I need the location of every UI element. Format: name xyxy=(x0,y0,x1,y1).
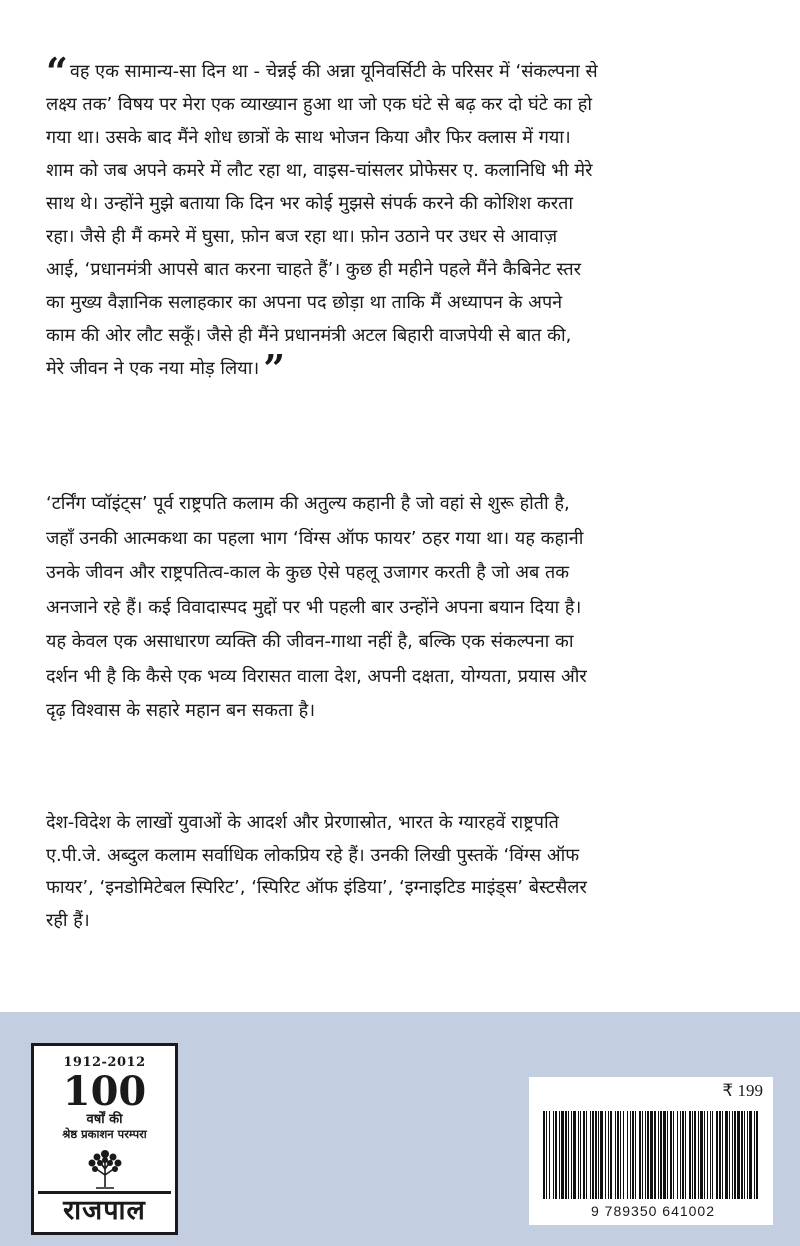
barcode-bar xyxy=(704,1111,705,1199)
barcode-bar xyxy=(722,1111,723,1199)
quote-line: काम की ओर लौट सकूँ। जैसे ही मैंने प्रधानमंत्री अटल बिहारी वाजपेयी से बात की, xyxy=(46,325,572,346)
barcode-bar xyxy=(595,1111,597,1199)
barcode-bar xyxy=(650,1111,653,1199)
barcode-panel xyxy=(529,1077,773,1225)
quote-line: का मुख्य वैज्ञानिक सलाहकार का अपना पद छोड़ा था ताकि मैं अध्यापन के अपने xyxy=(46,292,563,313)
barcode-bar xyxy=(680,1111,681,1199)
book-description xyxy=(46,487,770,729)
barcode-bar xyxy=(685,1111,686,1199)
barcode-bar xyxy=(667,1111,668,1199)
barcode-bar xyxy=(573,1111,576,1199)
description-line: दृढ़ विश्वास के सहारे महान बन सकता है। xyxy=(46,700,316,721)
barcode-bar xyxy=(663,1111,666,1199)
barcode-bar xyxy=(555,1111,557,1199)
barcode-bar xyxy=(660,1111,662,1199)
barcode-bar xyxy=(734,1111,736,1199)
barcode-bar xyxy=(741,1111,743,1199)
quote-line: शाम को जब अपने कमरे में लौट रहा था, वाइस-चांसलर प्रोफेसर ए. कलानिधि भी मेरे xyxy=(46,160,593,181)
barcode-bar xyxy=(647,1111,649,1199)
bio-line: ए.पी.जे. अब्दुल कलाम सर्वाधिक लोकप्रिय रहे हैं। उनकी लिखी पुस्तकें ‘विंग्स ऑफ xyxy=(46,844,580,866)
bio-line: फायर’, ‘इनडोमिटेबल स्पिरिट’, ‘स्पिरिट ऑफ इंडिया’, ‘इग्नाइटिड माइंड्स’ बेस्टसैलर xyxy=(46,877,587,898)
quote-line: मेरे जीवन ने एक नया मोड़ लिया। ” xyxy=(46,346,286,391)
close-quote-mark: ” xyxy=(263,346,286,391)
barcode-bar xyxy=(580,1111,581,1199)
author-bio xyxy=(46,807,766,937)
description-line: अनजाने रहे हैं। कई विवादास्पद मुद्दों पर भी पहली बार उन्होंने अपना बयान दिया है। xyxy=(46,596,582,618)
barcode-bar xyxy=(635,1111,636,1199)
quote-excerpt xyxy=(46,49,760,391)
barcode-bar xyxy=(689,1111,691,1199)
description-line: जहाँ उनकी आत्मकथा का पहला भाग ‘विंग्स ऑफ फायर’ ठहर गया था। यह कहानी xyxy=(46,527,584,549)
barcode-bar xyxy=(617,1111,619,1199)
tree-logo-icon xyxy=(82,1145,128,1191)
barcode-bar xyxy=(673,1111,674,1199)
quote-line: “ वह एक सामान्य-सा दिन था - चेन्नई की अन्ना यूनिवर्सिटी के परिसर में ‘संकल्पना से xyxy=(46,49,598,94)
barcode-bar xyxy=(710,1111,711,1199)
quote-line: साथ थे। उन्होंने मुझे बताया कि दिन भर कोई मुझसे संपर्क करने की कोशिश करता xyxy=(46,193,574,214)
anniversary-subtitle: वर्षों की xyxy=(86,1112,123,1127)
barcode-bar xyxy=(598,1111,599,1199)
publisher-anniversary-badge xyxy=(31,1043,178,1235)
barcode-bar xyxy=(553,1111,554,1199)
barcode-bar xyxy=(578,1111,579,1199)
barcode-bar xyxy=(605,1111,606,1199)
barcode-icon xyxy=(543,1111,761,1201)
barcode-bar xyxy=(700,1111,703,1199)
barcode-bar xyxy=(546,1111,547,1199)
anniversary-number: 100 xyxy=(62,1068,147,1115)
isbn-number: 9 789350 641002 xyxy=(591,1203,715,1219)
barcode-bar xyxy=(729,1111,730,1199)
anniversary-years: 1912-2012 xyxy=(63,1055,146,1070)
barcode-bar xyxy=(639,1111,641,1199)
description-line: दर्शन भी है कि कैसे एक भव्य विरासत वाला देश, अपनी दक्षता, योग्यता, प्रयास और xyxy=(46,665,587,687)
barcode-bar xyxy=(694,1111,696,1199)
barcode-bar xyxy=(716,1111,718,1199)
quote-line: गया था। उसके बाद मैंने शोध छात्रों के साथ भोजन किया और फिर क्लास में गया। xyxy=(46,127,571,148)
barcode-bar xyxy=(747,1111,748,1199)
barcode-bar xyxy=(725,1111,728,1199)
open-quote-mark: “ xyxy=(46,49,68,94)
barcode-bar xyxy=(549,1111,550,1199)
barcode-bar xyxy=(749,1111,752,1199)
barcode-bar xyxy=(645,1111,646,1199)
price-label: ₹ 199 xyxy=(722,1081,763,1100)
barcode-bar xyxy=(744,1111,745,1199)
description-line: उनके जीवन और राष्ट्रपतित्व-काल के कुछ ऐसे पहलू उजागर करती है जो अब तक xyxy=(46,562,570,583)
barcode-bar xyxy=(670,1111,672,1199)
barcode-bar xyxy=(615,1111,616,1199)
quote-line: रहा। जैसे ही मैं कमरे में घुसा, फ़ोन बज रहा था। फ़ोन उठाने पर उधर से आवाज़ xyxy=(46,226,558,247)
barcode-bar xyxy=(642,1111,643,1199)
bio-line: देश-विदेश के लाखों युवाओं के आदर्श और प्रेरणास्रोत, भारत के ग्यारहवें राष्ट्रपति xyxy=(46,812,559,833)
barcode-bar xyxy=(583,1111,585,1199)
barcode-bar xyxy=(600,1111,603,1199)
barcode-bar xyxy=(561,1111,564,1199)
barcode-bar xyxy=(620,1111,621,1199)
anniversary-tagline: श्रेष्ठ प्रकाशन परम्परा xyxy=(62,1127,147,1141)
barcode-bar xyxy=(707,1111,708,1199)
barcode-bar xyxy=(623,1111,624,1199)
barcode-bar xyxy=(737,1111,740,1199)
barcode-bar xyxy=(632,1111,634,1199)
barcode-bar xyxy=(568,1111,569,1199)
barcode-bar xyxy=(608,1111,609,1199)
barcode-bar xyxy=(590,1111,591,1199)
barcode-bar xyxy=(571,1111,572,1199)
barcode-bar xyxy=(682,1111,684,1199)
barcode-bar xyxy=(754,1111,755,1199)
barcode-bar xyxy=(756,1111,758,1199)
quote-line: लक्ष्य तक’ विषय पर मेरा एक व्याख्यान हुआ था जो एक घंटे से बढ़ कर दो घंटे का हो xyxy=(46,94,593,115)
bio-line: रही हैं। xyxy=(46,909,90,931)
barcode-bar xyxy=(654,1111,656,1199)
barcode-bar xyxy=(677,1111,678,1199)
description-line: ‘टर्निंग प्वॉइंट्स’ पूर्व राष्ट्रपति कलाम की अतुल्य कहानी है जो वहां से शुरू होती है, xyxy=(46,493,570,514)
quote-line: आई, ‘प्रधानमंत्री आपसे बात करना चाहते हैं’। कुछ ही महीने पहले मैंने कैबिनेट स्तर xyxy=(46,259,582,280)
barcode-bar xyxy=(732,1111,733,1199)
publisher-name: राजपाल xyxy=(38,1191,171,1228)
barcode-bar xyxy=(565,1111,567,1199)
barcode-bar xyxy=(712,1111,713,1199)
barcode-bar xyxy=(543,1111,545,1199)
barcode-bar xyxy=(627,1111,628,1199)
barcode-bar xyxy=(610,1111,612,1199)
barcode-bar xyxy=(559,1111,560,1199)
barcode-bar xyxy=(592,1111,594,1199)
barcode-bar xyxy=(630,1111,631,1199)
barcode-bar xyxy=(658,1111,659,1199)
barcode-bar xyxy=(586,1111,587,1199)
barcode-bar xyxy=(692,1111,693,1199)
barcode-bar xyxy=(698,1111,699,1199)
barcode-bar xyxy=(719,1111,721,1199)
description-line: यह केवल एक असाधारण व्यक्ति की जीवन-गाथा नहीं है, बल्कि एक संकल्पना का xyxy=(46,631,574,652)
